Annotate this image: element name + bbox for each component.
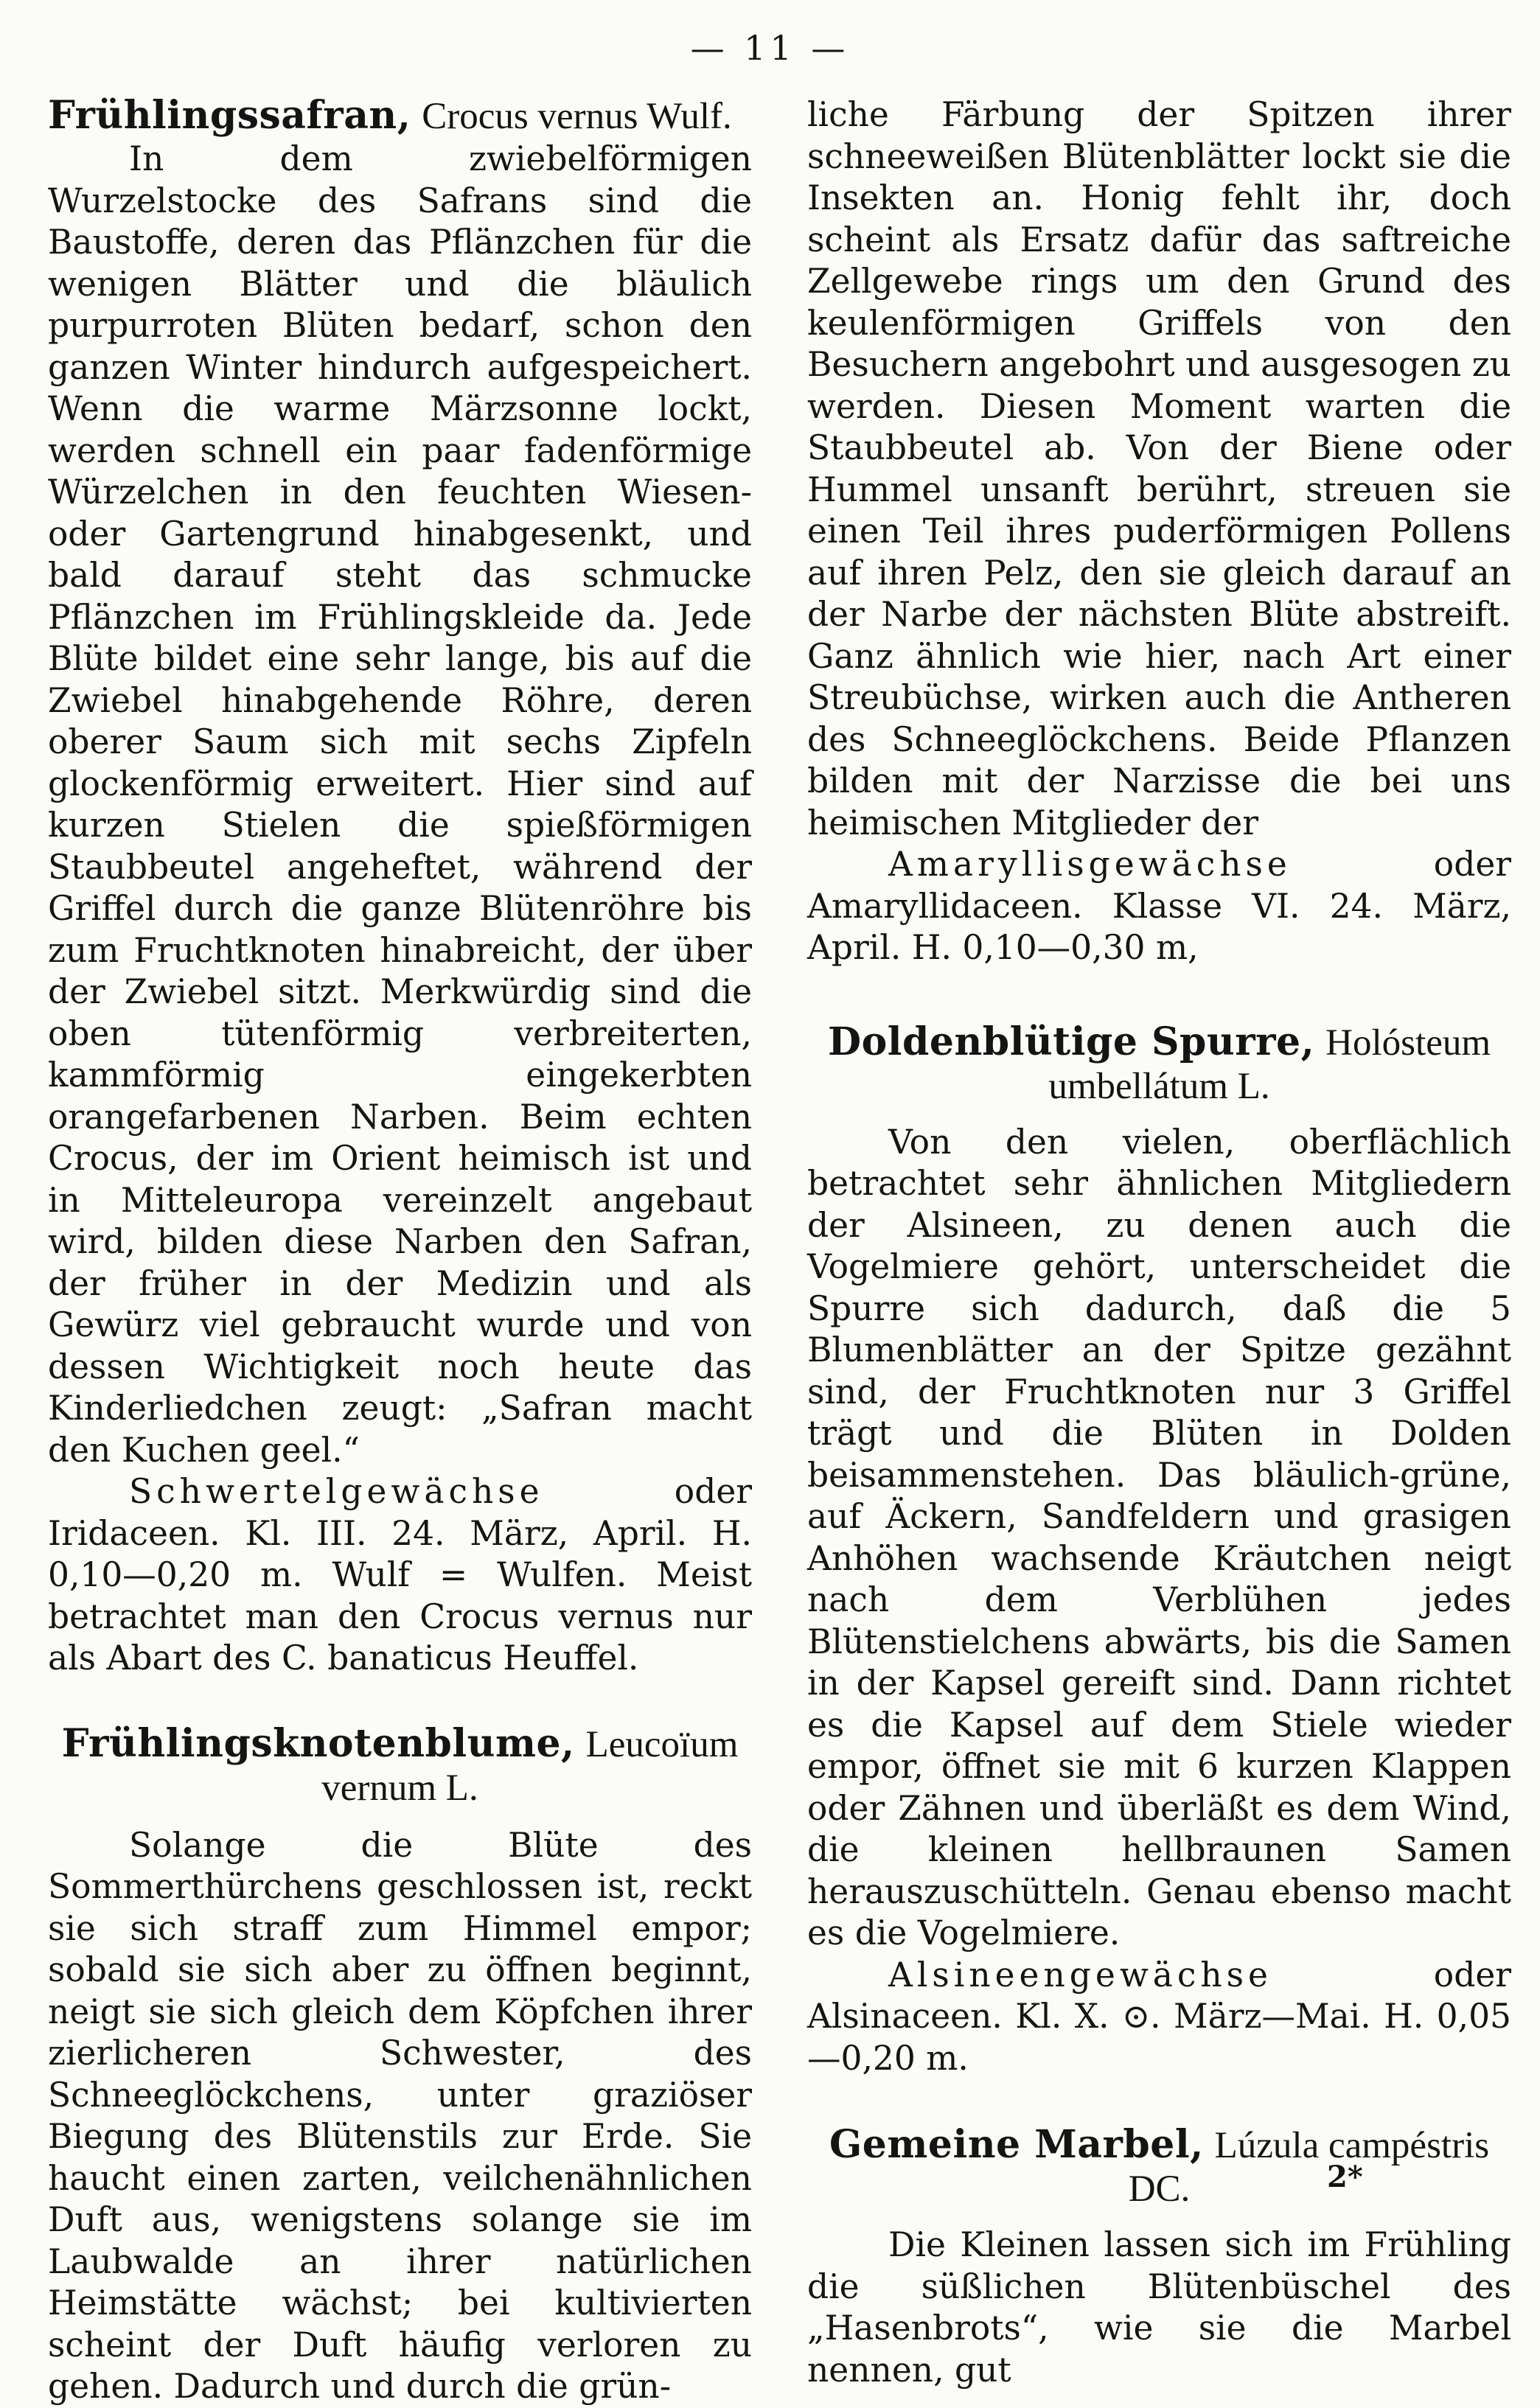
entry-heading-fruehlingssafran xyxy=(48,94,752,139)
entry-body-gemeine-marbel: Die Kleinen lassen sich im Frühling die süßlichen Blütenbüschel des „Hasenbrots“, wie sie die Marbel nennen, gut xyxy=(807,2225,1511,2390)
entry-family-fruehlingsknotenblume xyxy=(807,844,1511,969)
entry-title-latin: Leucoïum vernum L. xyxy=(321,1723,739,1809)
family-details: oder Iridaceen. Kl. III. 24. März, April. H. 0,10—0,20 m. Wulf = Wulfen. Meist betrachtet man den Crocus vernus nur als Abart des C. banaticus Heuffel. xyxy=(48,1472,752,1678)
entry-family-fruehlingssafran xyxy=(48,1471,752,1680)
entry-title-latin: Holósteum umbellátum L. xyxy=(1048,1022,1491,1107)
entry-heading-gemeine-marbel xyxy=(807,2123,1511,2211)
family-name-spaced: Alsineengewächse xyxy=(888,1955,1272,1995)
family-details: oder Alsinaceen. Kl. X. ⊙. März—Mai. H. 0,05—0,20 m. xyxy=(807,1955,1511,2078)
entry-heading-fruehlingsknotenblume xyxy=(48,1720,752,1810)
family-details: oder Amaryllidaceen. Klasse VI. 24. März, April. H. 0,10—0,30 m, xyxy=(807,845,1511,967)
entry-title-latin: Lúzula campéstris DC. xyxy=(1128,2125,1490,2210)
entry-body-fruehlingsknotenblume-continued: liche Färbung der Spitzen ihrer schneeweißen Blütenblätter lockt sie die Insekten an. Honig fehlt ihr, doch scheint als Ersatz dafür das saftreiche Zellgewebe rings um den Grund des keulenförmigen Griffels von den Besuchern angebohrt und ausgesogen zu werden. Diesen Moment warten die Staubbeutel ab. Von der Biene oder Hummel unsanft berührt, streuen sie einen Teil ihres puderförmigen Pollens auf ihren Pelz, den sie gleich darauf an der Narbe der nächsten Blüte abstreift. Ganz ähnlich wie hier, nach Art einer Streubüchse, wirken auch die Antheren des Schneeglöckchens. Beide Pflanzen bilden mit der Narzisse die bei uns heimischen Mitglieder der xyxy=(807,95,1511,842)
entry-title-german: Frühlingssafran, xyxy=(48,93,411,138)
family-name-spaced: Schwertelgewächse xyxy=(129,1472,544,1511)
signature-mark: 2* xyxy=(1327,2160,1363,2194)
right-column xyxy=(807,94,1511,2391)
entry-body-fruehlingssafran: In dem zwiebelförmigen Wurzelstocke des Safrans sind die Baustoffe, deren das Pflänzchen für die wenigen Blätter und die bläulich purpurroten Blüten bedarf, schon den ganzen Winter hindurch aufgespeichert. Wenn die warme Märzsonne lockt, werden schnell ein paar fadenförmige Würzelchen in den feuchten Wiesen- oder Gartengrund hinabgesenkt, und bald darauf steht das schmucke Pflänzchen im Frühlingskleide da. Jede Blüte bildet eine sehr lange, bis auf die Zwiebel hinabgehende Röhre, deren oberer Saum sich mit sechs Zipfeln glockenförmig erweitert. Hier sind auf kurzen Stielen die spießförmigen Staubbeutel angeheftet, während der Griffel durch die ganze Blütenröhre bis zum Fruchtknoten hinabreicht, der über der Zwiebel sitzt. Merkwürdig sind die oben tütenförmig verbreiterten, kammförmig eingekerbten orangefarbenen Narben. Beim echten Crocus, der im Orient heimisch ist und in Mitteleuropa vereinzelt angebaut wird, bilden diese Narben den Safran, der früher in der Medizin und als Gewürz viel gebraucht wurde und von dessen Wichtigkeit noch heute das Kinderliedchen zeugt: „Safran macht den Kuchen geel.“ xyxy=(48,139,752,1470)
entry-title-latin: Crocus vernus Wulf. xyxy=(422,96,732,137)
entry-title-german: Gemeine Marbel, xyxy=(829,2122,1204,2167)
family-name-spaced: Amaryllisgewächse xyxy=(888,845,1292,884)
entry-title-german: Doldenblütige Spurre, xyxy=(827,1019,1315,1064)
left-column xyxy=(48,94,752,2408)
entry-family-doldenbluetige-spurre xyxy=(807,1955,1511,2080)
entry-heading-doldenbluetige-spurre xyxy=(807,1021,1511,1109)
entry-title-german: Frühlingsknotenblume, xyxy=(61,1720,575,1766)
entry-body-fruehlingsknotenblume: Solange die Blüte des Sommerthürchens geschlossen ist, reckt sie sich straff zum Himmel empor; sobald sie sich aber zu öffnen beginnt, neigt sie sich gleich dem Köpfchen ihrer zierlicheren Schwester, des Schneeglöckchens, unter graziöser Biegung des Blütenstils zur Erde. Sie haucht einen zarten, veilchenähnlichen Duft aus, wenigstens solange sie im Laubwalde an ihrer natürlichen Heimstätte wächst; bei kultivierten scheint der Duft häufig verloren zu gehen. Dadurch und durch die grün- xyxy=(48,1825,752,2406)
entry-body-doldenbluetige-spurre: Von den vielen, oberflächlich betrachtet sehr ähnlichen Mitgliedern der Alsineen, zu denen auch die Vogelmiere gehört, unterscheidet die Spurre sich dadurch, daß die 5 Blumenblätter an der Spitze gezähnt sind, der Fruchtknoten nur 3 Griffel trägt und die Blüten in Dolden beisammenstehen. Das bläulich-grüne, auf Äckern, Sandfeldern und grasigen Anhöhen wachsende Kräutchen neigt nach dem Verblühen jedes Blütenstielchens abwärts, bis die Samen in der Kapsel gereift sind. Dann richtet es die Kapsel auf dem Stiele wieder empor, öffnet sie mit 6 kurzen Klappen oder Zähnen und überläßt es dem Wind, die kleinen hellbraunen Samen herauszuschütteln. Genau ebenso macht es die Vogelmiere. xyxy=(807,1122,1511,1952)
page-number: — 11 — xyxy=(690,28,850,68)
